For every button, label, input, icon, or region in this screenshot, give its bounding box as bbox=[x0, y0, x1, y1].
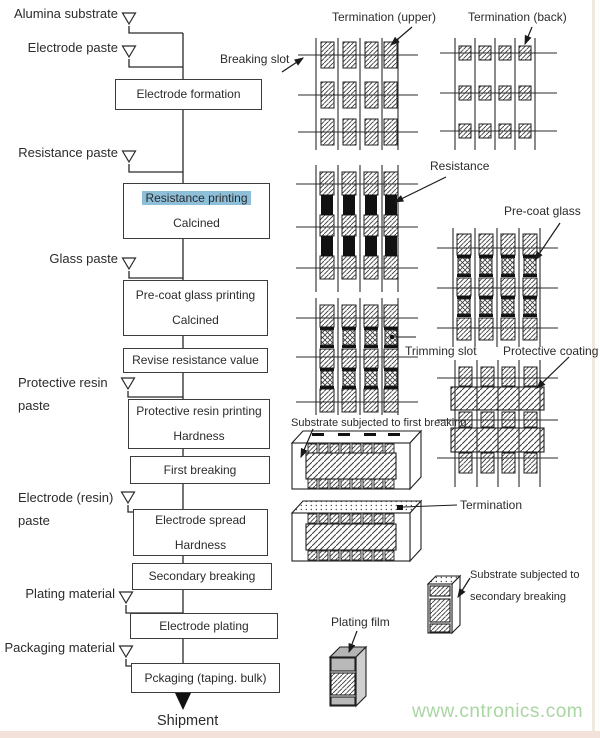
annotation-substrate-secondary-line2: secondary breaking bbox=[470, 591, 567, 603]
step-label: Electrode spread bbox=[155, 512, 246, 527]
step-box-electrode-formation bbox=[115, 79, 262, 110]
step-sublabel: Hardness bbox=[173, 429, 225, 443]
step-box-revise-resistance-value bbox=[123, 348, 268, 373]
panel-termination-back bbox=[440, 27, 557, 150]
illustration-plating-film-chip bbox=[330, 631, 366, 706]
input-label-protective-resin-paste: Protective resin paste bbox=[18, 375, 108, 413]
step-label: Pre-coat glass printing bbox=[135, 288, 256, 302]
input-label-plating-material: Plating material bbox=[25, 586, 115, 601]
annotation-termination: Termination bbox=[460, 498, 523, 512]
step-label: Protective resin printing bbox=[136, 404, 262, 418]
input-label-glass-paste: Glass paste bbox=[49, 251, 118, 266]
input-label-electrode-paste: Electrode paste bbox=[27, 40, 118, 55]
step-label: Electrode formation bbox=[136, 87, 241, 101]
step-box-electrode-plating bbox=[130, 613, 278, 639]
annotation-plating-film: Plating film bbox=[331, 615, 390, 629]
step-box-protective-resin-printing bbox=[128, 399, 270, 449]
annotation-pre-coat-glass: Pre-coat glass bbox=[504, 204, 581, 218]
watermark: www.cntronics.com bbox=[412, 701, 584, 722]
step-box-first-breaking bbox=[130, 456, 270, 484]
input-label-resistance-paste: Resistance paste bbox=[18, 145, 118, 160]
input-label-packaging-material: Packaging material bbox=[4, 640, 115, 655]
panel-pre-coat-glass bbox=[437, 223, 560, 347]
step-label: Secondary breaking bbox=[148, 569, 256, 583]
step-label: First breaking bbox=[163, 462, 237, 477]
step-box-secondary-breaking bbox=[132, 563, 272, 590]
annotation-termination-back: Termination (back) bbox=[468, 10, 567, 24]
input-label-alumina-substrate: Alumina substrate bbox=[13, 6, 118, 21]
step-box-packaging bbox=[131, 663, 280, 693]
step-label: Electrode plating bbox=[159, 618, 249, 633]
annotation-breaking-slot: Breaking slot bbox=[220, 52, 290, 66]
step-box-electrode-spread bbox=[133, 509, 268, 556]
step-sublabel: Calcined bbox=[173, 216, 220, 230]
panel-resistance-printed bbox=[296, 165, 446, 292]
step-box-pre-coat-glass-printing bbox=[123, 280, 268, 336]
annotation-protective-coating: Protective coating bbox=[503, 344, 599, 358]
illustration-secondary-breaking-chip bbox=[428, 576, 470, 633]
highlighted-step-label: Resistance printing bbox=[142, 191, 250, 205]
scan-edge-bottom bbox=[0, 731, 600, 738]
step-box-resistance-printing bbox=[123, 183, 270, 239]
step-label: Pckaging (taping. bulk) bbox=[144, 670, 267, 685]
step-sublabel: Hardness bbox=[174, 537, 227, 552]
annotation-trimming-slot: Trimming slot bbox=[405, 344, 477, 358]
panel-trimming-slot bbox=[296, 298, 418, 415]
panel-termination-upper bbox=[282, 27, 418, 150]
step-sublabel: Calcined bbox=[172, 313, 219, 327]
illustration-termination-bar bbox=[292, 501, 457, 561]
annotation-termination-upper: Termination (upper) bbox=[332, 10, 437, 24]
illustration-first-breaking-bar bbox=[292, 429, 421, 489]
step-label: Revise resistance value bbox=[132, 353, 259, 367]
annotation-substrate-secondary-line1: Substrate subjected to bbox=[470, 569, 580, 581]
annotation-substrate-first-breaking: Substrate subjected to first breaking bbox=[291, 417, 467, 429]
annotation-resistance: Resistance bbox=[430, 159, 490, 173]
shipment-label: Shipment bbox=[157, 713, 219, 729]
shipment-arrow bbox=[175, 693, 191, 710]
scan-edge-right bbox=[592, 0, 595, 732]
input-label-electrode-resin-paste: Electrode (resin) paste bbox=[18, 490, 114, 528]
